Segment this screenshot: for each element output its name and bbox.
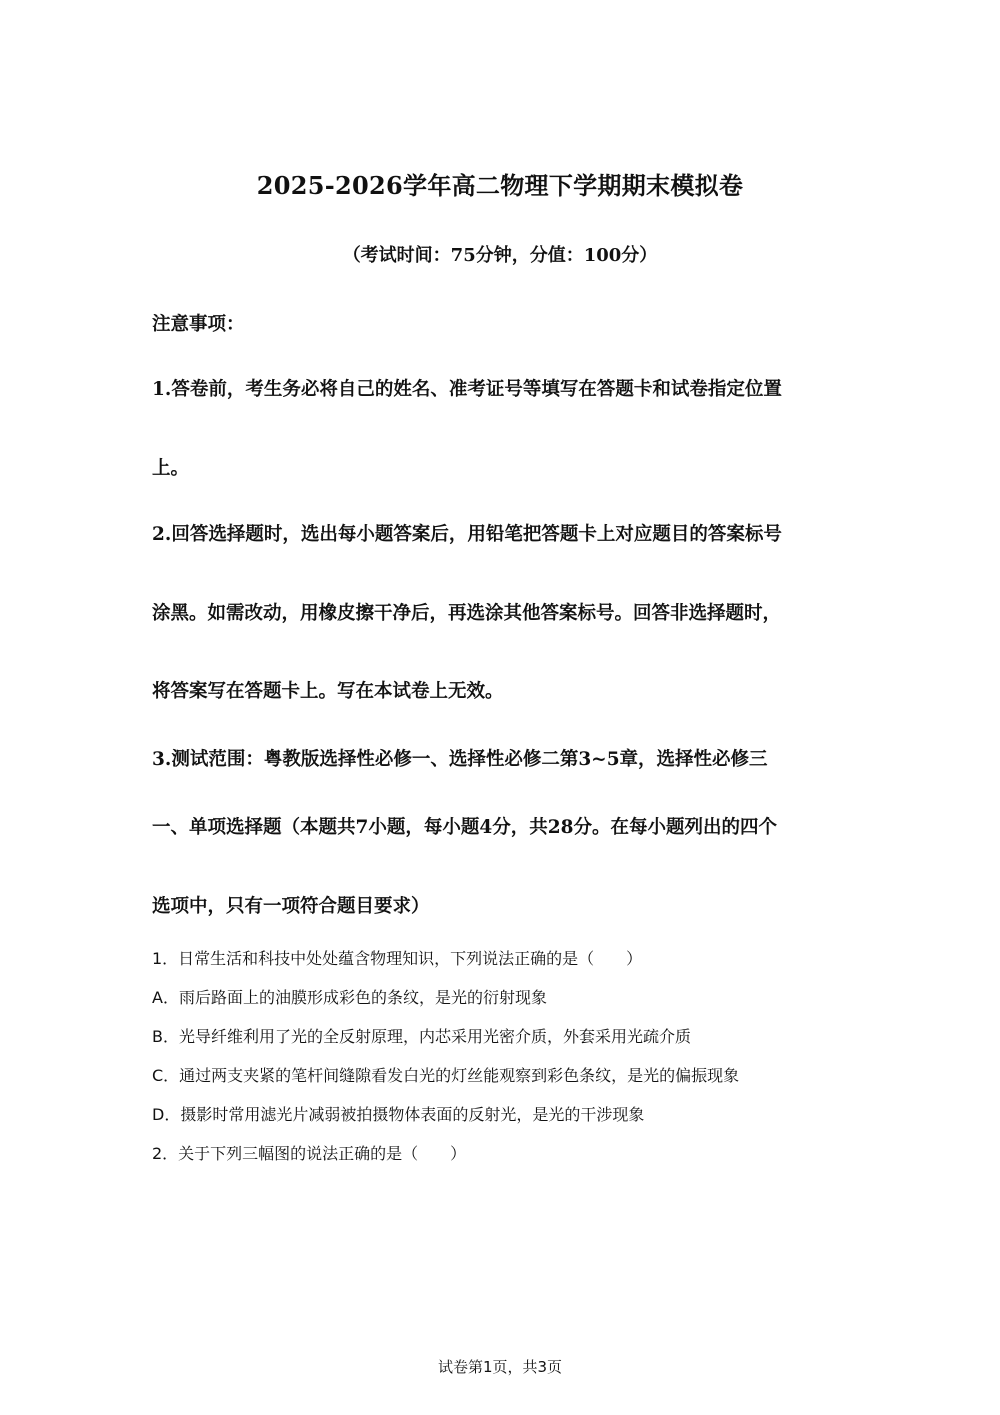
question-1-option-a: A．雨后路面上的油膜形成彩色的条纹，是光的衍射现象 [152, 988, 547, 1007]
note-line: 1.答卷前，考生务必将自己的姓名、准考证号等填写在答题卡和试卷指定位置 [152, 379, 782, 400]
note-line: 2.回答选择题时，选出每小题答案后，用铅笔把答题卡上对应题目的答案标号 [152, 524, 782, 545]
note-line: 3.测试范围：粤教版选择性必修一、选择性必修二第3~5章，选择性必修三 [152, 749, 768, 770]
question-1-option-d: D．摄影时常用滤光片减弱被拍摄物体表面的反射光，是光的干涉现象 [152, 1105, 645, 1124]
note-line: 涂黑。如需改动，用橡皮擦干净后，再选涂其他答案标号。回答非选择题时， [152, 603, 782, 624]
exam-title: 2025-2026学年高二物理下学期期末模拟卷 [256, 171, 744, 200]
question-1-option-b: B．光导纤维利用了光的全反射原理，内芯采用光密介质，外套采用光疏介质 [152, 1027, 691, 1046]
question-2-stem: 2．关于下列三幅图的说法正确的是（ ） [152, 1144, 467, 1163]
question-1-option-c: C．通过两支夹紧的笔杆间缝隙看发白光的灯丝能观察到彩色条纹，是光的偏振现象 [152, 1066, 740, 1085]
notes-heading: 注意事项： [152, 314, 245, 335]
page-footer: 试卷第1页，共3页 [437, 1358, 563, 1376]
note-line: 上。 [152, 458, 190, 479]
exam-subtitle: （考试时间：75分钟，分值：100分） [342, 245, 658, 266]
note-line: 将答案写在答题卡上。写在本试卷上无效。 [152, 681, 504, 702]
section-heading-line: 选项中，只有一项符合题目要求） [152, 896, 430, 917]
question-1-stem: 1．日常生活和科技中处处蕴含物理知识，下列说法正确的是（ ） [152, 949, 643, 968]
section-heading-line: 一、单项选择题（本题共7小题，每小题4分，共28分。在每小题列出的四个 [152, 817, 777, 838]
